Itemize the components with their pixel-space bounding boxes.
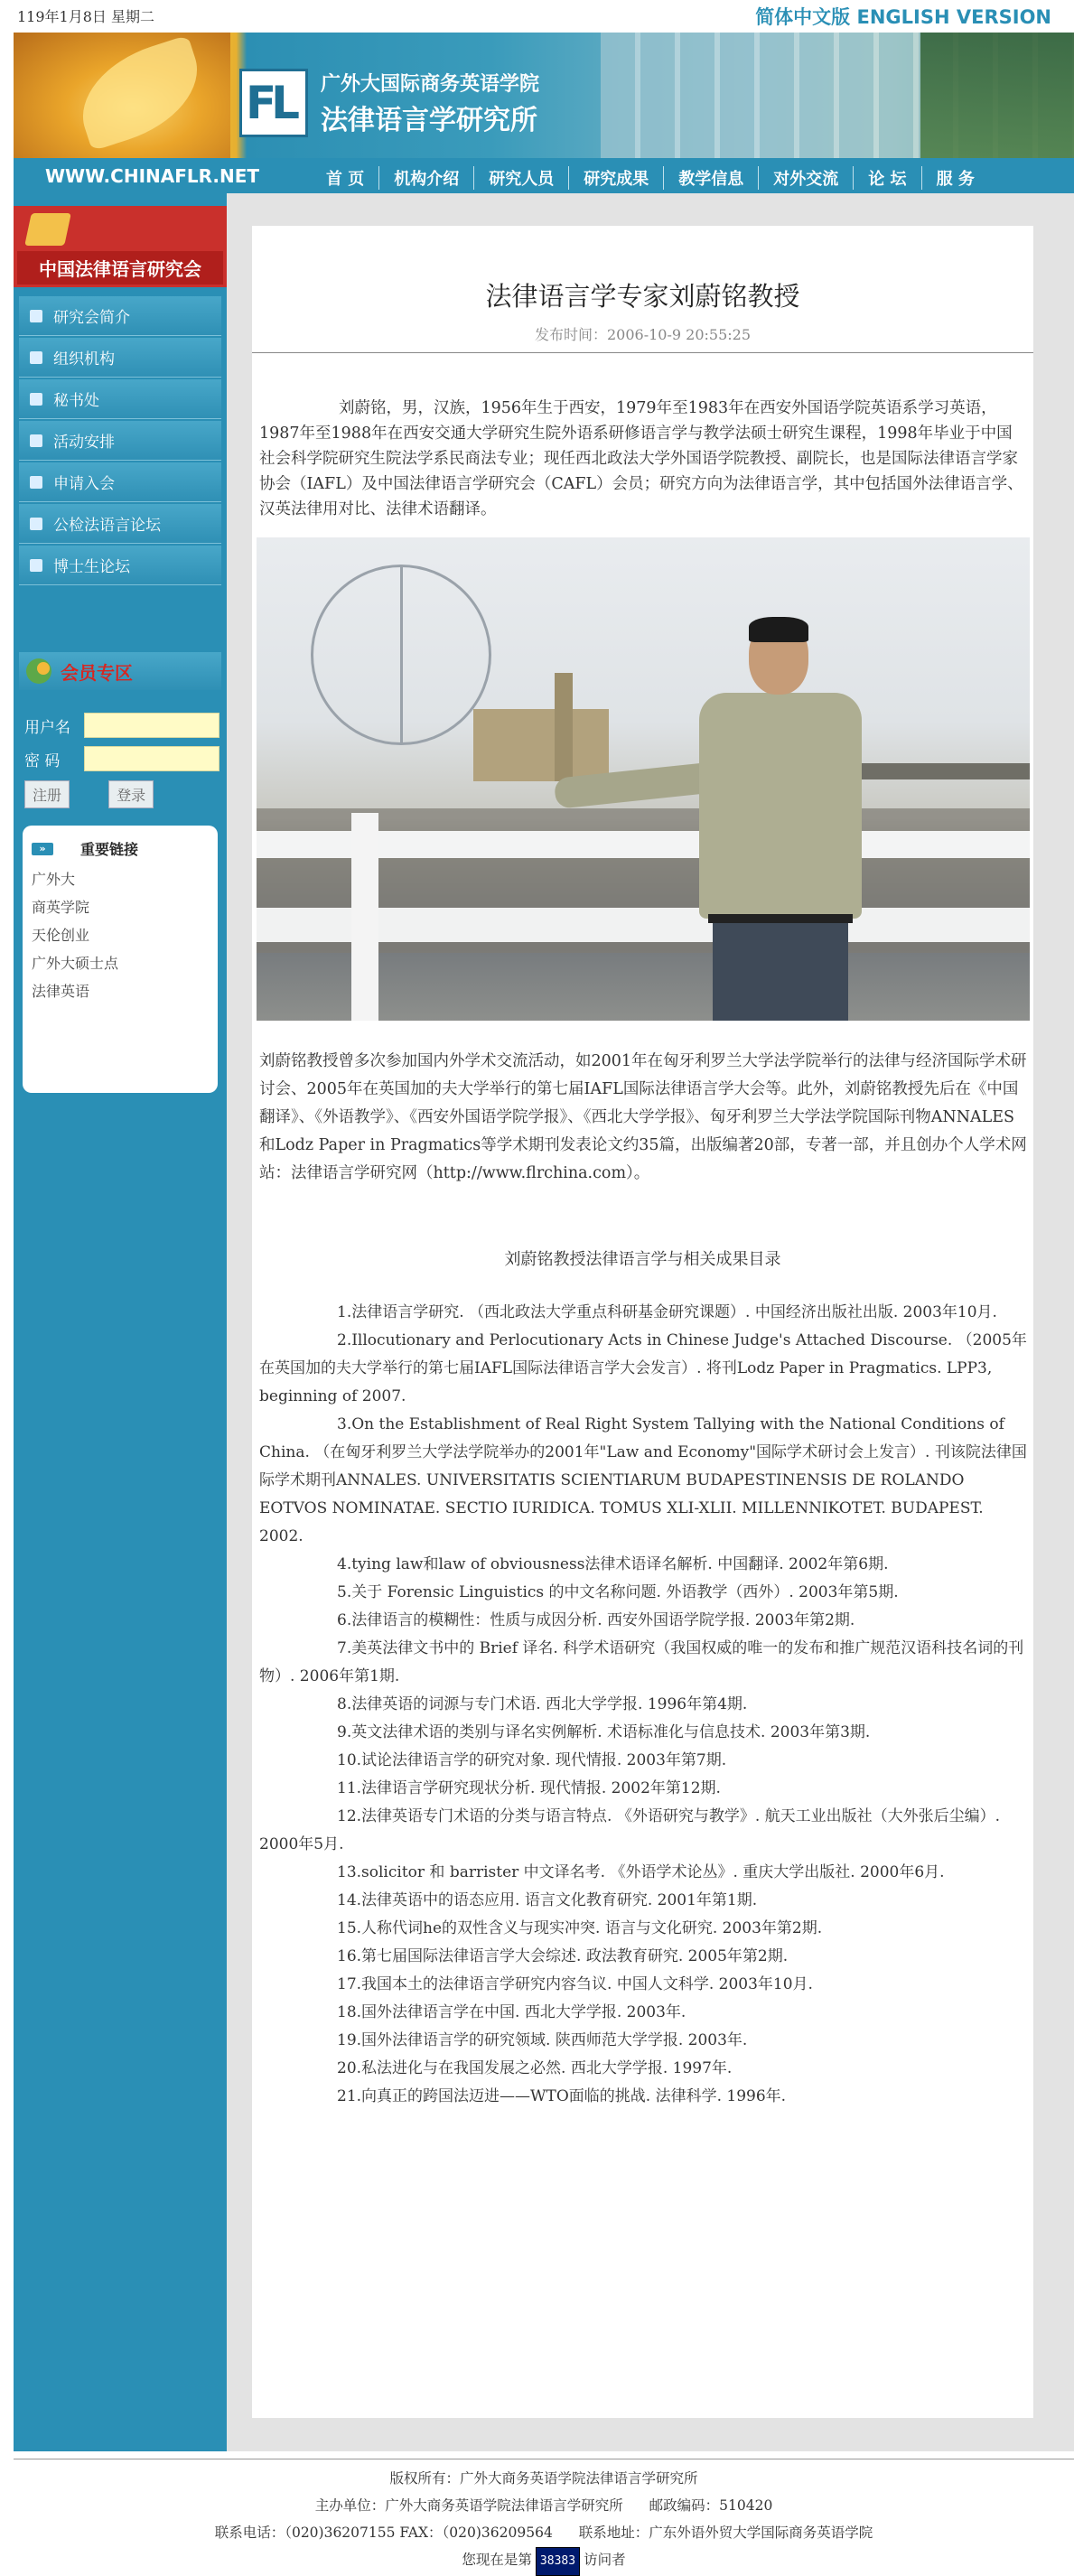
main-area: [227, 193, 1074, 2451]
visitor-suffix: 访问者: [584, 2552, 626, 2568]
list-item: 2.Illocutionary and Perlocutionary Acts in Chinese Judge's Attached Discourse. （2005年在英国加的夫大学举行的第七届IAFL国际法律语言学大会发言）. 将刊Lodz Paper in Pragmatics. LPP3, beginning of 2007.: [259, 1331, 1027, 1405]
list-item: 3.On the Establishment of Real Right System Tallying with the National Conditions of China. （在匈牙利罗兰大学法学院举办的2001年"Law and Economy"国际学术研讨会上发言）. 刊该院法律国际学术期刊ANNALES. UNIVERSITATIS SCIENTIARUM BUDAPESTINENSIS DE ROLANDO EOTVOS NOMINATAE. SECTIO IURIDICA. TOMUS XLI-XLII. MILLENNIKOTET. BUDAPEST. 2002.: [259, 1415, 1027, 1545]
institute-title: 法律语言学研究所: [321, 105, 537, 136]
intro-paragraph: 刘蔚铭，男，汉族，1956年生于西安，1979年至1983年在西安外国语学院英语系学习英语，1987年至1988年在西安交通大学研究生院外语系研修语言学与教学法硕士研究生课程，1998年毕业于中国社会科学院研究生院法学系民商法专业；现任西北政法大学外国语学院教授、副院长，也是国际法律语言学家协会（IAFL）及中国法律语言学研究会（CAFL）会员；研究方向为法律语言学，其中包括国外法律语言学、汉英法律用对比、法律术语翻译。: [259, 399, 1023, 518]
phone: 联系电话：（020)36207155 FAX：（020)36209564: [214, 2525, 553, 2541]
login-buttons: [24, 780, 188, 808]
sidebar: [14, 193, 227, 2451]
list-item: 13.solicitor 和 barrister 中文译名考. 《外语学术论丛》. 重庆大学出版社. 2000年6月.: [337, 1863, 945, 1881]
site-url[interactable]: WWW.CHINAFLR.NET: [45, 165, 260, 187]
visitor-count: 38383: [536, 2547, 580, 2576]
activities-paragraph: 刘蔚铭教授曾多次参加国内外学术交流活动，如2001年在匈牙利罗兰大学法学院举行的法律与经济国际学术研讨会、2005年在英国加的夫大学举行的第七届IAFL国际法律语言学大会等。此外，刘蔚铭教授先后在《中国翻译》、《外语教学》、《西安外国语学院学报》、《西北大学学报》、匈牙利罗兰大学法学院国际刊物ANNALES和Lodz Paper in Pragmatics等学术期刊发表论文约35篇，出版编著20部，专著一部，并且创办个人学术网站：法律语言学研究网（http://www.flrchina.com）。: [259, 1052, 1027, 1182]
publications-title: 刘蔚铭教授法律语言学与相关成果目录: [504, 1250, 781, 1269]
username-row: [24, 713, 227, 738]
link-gdufs[interactable]: 广外大: [32, 871, 76, 888]
username-label: 用户名: [24, 718, 70, 737]
contact-info: [14, 2519, 1074, 2546]
link-legal-english[interactable]: 法律英语: [32, 983, 90, 1000]
login-button[interactable]: 登录: [108, 780, 154, 808]
list-item: 4.tying law和law of obviousness法律术语译名解析. 中国翻译. 2002年第6期.: [337, 1555, 889, 1573]
nav-home[interactable]: 首 页: [326, 170, 365, 189]
nav-researchers[interactable]: 研究人员: [473, 166, 568, 190]
password-input[interactable]: [84, 746, 219, 771]
list-item: 11.法律语言学研究现状分析. 现代情报. 2002年第12期.: [337, 1779, 721, 1797]
nav-forum[interactable]: 论 坛: [853, 166, 920, 190]
link-tianlun[interactable]: 天伦创业: [32, 927, 90, 944]
password-label: 密 码: [24, 751, 61, 770]
lang-en-link[interactable]: ENGLISH VERSION: [856, 6, 1051, 28]
sidebar-item-intro[interactable]: 研究会简介: [19, 296, 221, 336]
footer: [14, 2459, 1074, 2576]
member-zone[interactable]: [19, 652, 221, 690]
nav-service[interactable]: 服 务: [921, 166, 989, 190]
copyright: 版权所有：广外大商务英语学院法律语言学研究所: [389, 2470, 698, 2487]
list-item: 10.试论法律语言学的研究对象. 现代情报. 2003年第7期.: [337, 1751, 727, 1769]
nav-results[interactable]: 研究成果: [568, 166, 663, 190]
host-unit: 主办单位：广外大商务英语学院法律语言学研究所: [314, 2497, 623, 2514]
article-panel: [252, 226, 1033, 2418]
sidebar-item-events[interactable]: 活动安排: [19, 421, 221, 461]
nav-teaching[interactable]: 教学信息: [663, 166, 758, 190]
link-business-english[interactable]: 商英学院: [32, 899, 90, 916]
sidebar-item-organization[interactable]: 组织机构: [19, 338, 221, 378]
title-divider: [252, 352, 1033, 353]
bullet-icon: [30, 393, 42, 406]
top-strip: [14, 0, 1074, 33]
links-title: 重要链接: [80, 841, 139, 858]
sidebar-item-phd-forum[interactable]: 博士生论坛: [19, 546, 221, 585]
list-item: 12.法律英语专门术语的分类与语言特点. 《外语研究与教学》. 航天工业出版社（大外张后尘编）. 2000年5月.: [259, 1807, 1001, 1853]
nav-about[interactable]: 机构介绍: [378, 166, 473, 190]
bullet-icon: [30, 351, 42, 364]
bullet-icon: [30, 476, 42, 489]
links-header: [32, 838, 209, 859]
institution-name: 广外大国际商务英语学院: [321, 73, 540, 96]
list-item: 1.法律语言学研究. （西北政法大学重点科研基金研究课题）. 中国经济出版社出版. 2003年10月.: [337, 1303, 997, 1321]
columns: [14, 193, 1074, 2459]
list-item: 18.国外法律语言学在中国. 西北大学学报. 2003年.: [337, 2003, 686, 2021]
visitor-counter: [14, 2546, 1074, 2576]
fl-logo: FL: [239, 69, 308, 137]
important-links: [23, 826, 218, 1093]
list-item: 9.英文法律术语的类别与译名实例解析. 术语标准化与信息技术. 2003年第3期.: [337, 1723, 871, 1741]
visitor-prefix: 您现在是第: [462, 2552, 532, 2568]
side-menu: [19, 296, 221, 587]
list-item: 15.人称代词he的双性含义与现实冲突. 语言与文化研究. 2003年第2期.: [337, 1919, 823, 1937]
society-logo[interactable]: [14, 206, 227, 287]
article-title: 法律语言学专家刘蔚铭教授: [485, 281, 800, 312]
double-chevron-icon: »: [32, 843, 53, 855]
society-name: 中国法律语言研究会: [17, 251, 223, 285]
list-item: 19.国外法律语言学的研究领域. 陕西师范大学学报. 2003年.: [337, 2031, 748, 2049]
main-nav: [14, 158, 1074, 193]
password-row: [24, 746, 227, 771]
list-item: 6.法律语言的模糊性：性质与成因分析. 西安外国语学院学报. 2003年第2期.: [337, 1611, 855, 1629]
list-item: 16.第七届国际法律语言学大会综述. 政法教育研究. 2005年第2期.: [337, 1947, 789, 1965]
register-button[interactable]: 注册: [24, 780, 70, 808]
list-item: 21.向真正的跨国法迈进——WTO面临的挑战. 法律科学. 1996年.: [337, 2087, 787, 2105]
current-date: 119年1月8日 星期二: [17, 8, 154, 25]
username-input[interactable]: [84, 713, 219, 738]
list-item: 5.关于 Forensic Linguistics 的中文名称问题. 外语教学（西外）. 2003年第5期.: [337, 1583, 899, 1601]
language-switch: [755, 3, 1051, 30]
list-item: 7.美英法律文书中的 Brief 译名. 科学术语研究（我国权威的唯一的发布和推广规范汉语科技名词的刊物）. 2006年第1期.: [259, 1639, 1024, 1685]
leaf-image: [14, 33, 230, 158]
publish-time: 发布时间：2006-10-9 20:55:25: [534, 326, 752, 343]
banner: [14, 33, 1074, 158]
bullet-icon: [30, 434, 42, 447]
list-item: 17.我国本土的法律语言学研究内容刍议. 中国人文科学. 2003年10月.: [337, 1975, 813, 1993]
host-info: [14, 2492, 1074, 2519]
page: [14, 0, 1074, 2576]
members-icon: [26, 658, 51, 684]
professor-photo: [257, 537, 1030, 1021]
sidebar-item-legal-forum[interactable]: 公检法语言论坛: [19, 504, 221, 544]
trees-image: [920, 33, 1074, 158]
address: 联系地址：广东外语外贸大学国际商务英语学院: [578, 2525, 873, 2541]
postcode: 邮政编码：510420: [649, 2497, 773, 2514]
sidebar-item-secretariat[interactable]: 秘书处: [19, 379, 221, 419]
flag-icon: [24, 213, 71, 246]
list-item: 14.法律英语中的语态应用. 语言文化教育研究. 2001年第1期.: [337, 1891, 758, 1909]
sidebar-item-join[interactable]: 申请入会: [19, 462, 221, 502]
publications-list: [259, 1299, 1027, 2111]
lang-cn-link[interactable]: 简体中文版: [755, 6, 851, 28]
bullet-icon: [30, 559, 42, 572]
member-zone-label: 会员专区: [61, 661, 133, 684]
bullet-icon: [30, 310, 42, 322]
list-item: 20.私法进化与在我国发展之必然. 西北大学学报. 1997年.: [337, 2059, 733, 2077]
list-item: 8.法律英语的词源与专门术语. 西北大学学报. 1996年第4期.: [337, 1695, 748, 1713]
link-masters[interactable]: 广外大硕士点: [32, 955, 119, 972]
nav-exchange[interactable]: 对外交流: [758, 166, 853, 190]
bullet-icon: [30, 518, 42, 530]
nav-items: [312, 166, 989, 190]
